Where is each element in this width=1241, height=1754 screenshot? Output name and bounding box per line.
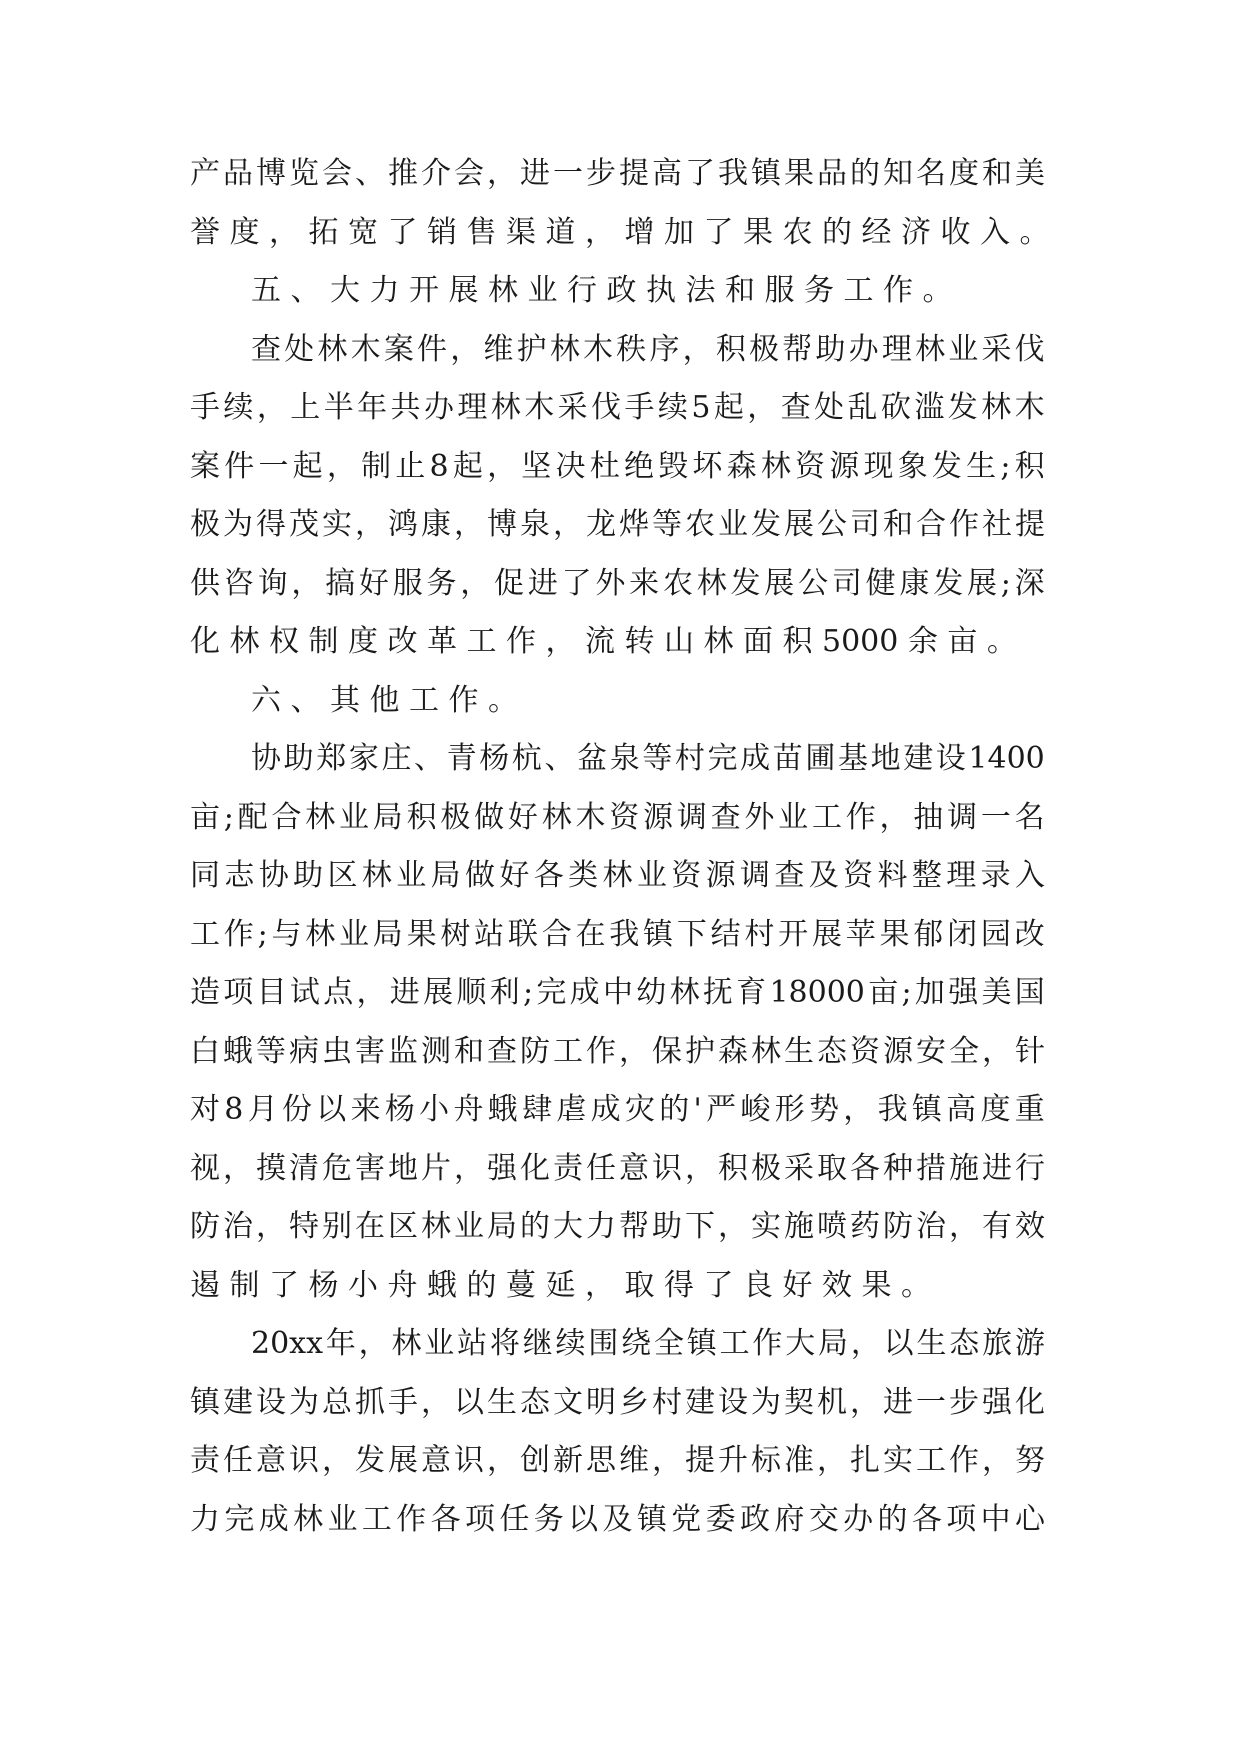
text-line: 视 ， 摸 清 危 害 地 片 ， 强 化 责 任 意 识 ， 积 极 采 取 各 种 措 施 进 行 xyxy=(190,1150,1045,1186)
text-line: 化 林 权 制 度 改 革 工 作 ， 流 转 山 林 面 积 5000 余 亩 。 xyxy=(190,624,1017,660)
text-line: 产 品 博 览 会 、 推 介 会 ， 进 一 步 提 高 了 我 镇 果 品 的 知 名 度 和 美 xyxy=(190,156,1045,192)
text-line: 同 志 协 助 区 林 业 局 做 好 各 类 林 业 资 源 调 查 及 资 料 整 理 录 入 xyxy=(190,858,1045,894)
text-line: 协 助 郑 家 庄 、 青 杨 杭 、 盆 泉 等 村 完 成 苗 圃 基 地 建 设 1400 xyxy=(251,741,1045,777)
text-line: 誉 度 ， 拓 宽 了 销 售 渠 道 ， 增 加 了 果 农 的 经 济 收 入 。 xyxy=(190,214,1050,250)
text-line: 20xx 年 ， 林 业 站 将 继 续 围 绕 全 镇 工 作 大 局 ， 以 生 态 旅 游 xyxy=(251,1326,1045,1362)
text-line: 镇 建 设 为 总 抓 手 ， 以 生 态 文 明 乡 村 建 设 为 契 机 ， 进 一 步 强 化 xyxy=(190,1384,1045,1420)
text-line: 白 蛾 等 病 虫 害 监 测 和 查 防 工 作 ， 保 护 森 林 生 态 资 源 安 全 ， 针 xyxy=(190,1033,1045,1069)
text-line: 造 项 目 试 点 ， 进 展 顺 利 ; 完 成 中 幼 林 抚 育 18000 亩 ; 加 强 美 国 xyxy=(190,975,1045,1011)
text-line: 遏 制 了 杨 小 舟 蛾 的 蔓 延 ， 取 得 了 良 好 效 果 。 xyxy=(190,1267,931,1303)
text-line: 查 处 林 木 案 件 ， 维 护 林 木 秩 序 ， 积 极 帮 助 办 理 林 业 采 伐 xyxy=(251,331,1045,367)
text-line: 亩 ; 配 合 林 业 局 积 极 做 好 林 木 资 源 调 查 外 业 工 作 ， 抽 调 一 名 xyxy=(190,799,1045,835)
document-body xyxy=(190,145,1050,1549)
text-line: 工 作 ; 与 林 业 局 果 树 站 联 合 在 我 镇 下 结 村 开 展 苹 果 郁 闭 园 改 xyxy=(190,916,1045,952)
text-line: 极 为 得 茂 实 ， 鸿 康 ， 博 泉 ， 龙 烨 等 农 业 发 展 公 司 和 合 作 社 提 xyxy=(190,507,1045,543)
text-line: 案 件 一 起 ， 制 止 8 起 ， 坚 决 杜 绝 毁 坏 森 林 资 源 现 象 发 生 ; 积 xyxy=(190,448,1045,484)
text-line: 责 任 意 识 ， 发 展 意 识 ， 创 新 思 维 ， 提 升 标 准 ， 扎 实 工 作 ， 努 xyxy=(190,1443,1045,1479)
text-line: 防 治 ， 特 别 在 区 林 业 局 的 大 力 帮 助 下 ， 实 施 喷 药 防 治 ， 有 效 xyxy=(190,1209,1045,1245)
text-line: 供 咨 询 ， 搞 好 服 务 ， 促 进 了 外 来 农 林 发 展 公 司 健 康 发 展 ; 深 xyxy=(190,565,1045,601)
text-line: 对 8 月 份 以 来 杨 小 舟 蛾 肆 虐 成 灾 的 ' 严 峻 形 势 ， 我 镇 高 度 重 xyxy=(190,1092,1045,1128)
section-heading: 六 、 其 他 工 作 。 xyxy=(251,682,518,718)
text-line: 力 完 成 林 业 工 作 各 项 任 务 以 及 镇 党 委 政 府 交 办 的 各 项 中 心 xyxy=(190,1501,1045,1537)
text-line: 手 续 ， 上 半 年 共 办 理 林 木 采 伐 手 续 5 起 ， 查 处 乱 砍 滥 发 林 木 xyxy=(190,390,1045,426)
section-heading: 五 、 大 力 开 展 林 业 行 政 执 法 和 服 务 工 作 。 xyxy=(251,273,953,309)
